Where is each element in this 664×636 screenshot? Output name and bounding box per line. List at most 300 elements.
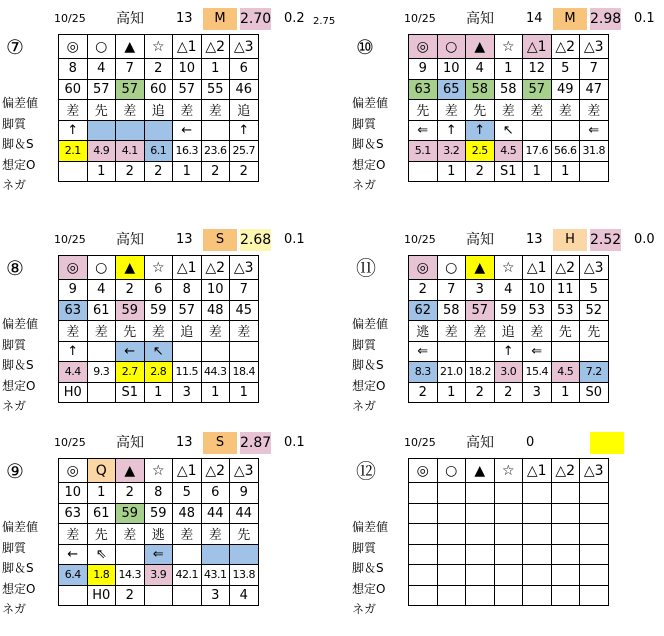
mark-cell: ○ [437,459,466,483]
leg-arrow-cell: ⇐ [409,341,438,362]
style-cell [466,524,495,545]
horse-number-cell: 8 [173,280,202,301]
deviation-cell [580,503,609,524]
odds-cell: 16.3 [173,141,202,162]
race-date: 10/25 [404,12,436,25]
style-cell: 差 [59,524,88,545]
style-cell: 先 [580,321,609,342]
mark-cell: △1 [173,459,202,483]
nega-cell [551,585,580,606]
row-label-leg: 脚＆S [352,137,384,151]
leg-arrow-cell [409,544,438,565]
odds-cell: 18.4 [230,362,259,383]
style-cell [494,524,523,545]
leg-arrow-cell: ↖ [494,120,523,141]
horse-number-cell [494,483,523,504]
mark-cell: ☆ [494,35,523,59]
nega-cell [580,585,609,606]
mark-cell: △3 [580,256,609,280]
nega-cell: 2 [201,161,230,182]
style-cell: 差 [551,100,580,121]
odds-cell: 14.3 [116,565,145,586]
race-sub-index: 0.1 [284,232,305,247]
horse-number-cell: 10 [201,280,230,301]
deviation-cell: 58 [466,79,495,100]
mark-cell: △2 [551,35,580,59]
leg-arrow-cell [580,544,609,565]
odds-cell: 11.5 [173,362,202,383]
nega-cell: 2 [116,585,145,606]
horse-number-cell: 2 [116,280,145,301]
horse-number-cell: 7 [580,59,609,80]
leg-arrow-cell: ← [116,341,145,362]
nega-cell [59,585,88,606]
leg-arrow-cell [230,341,259,362]
deviation-cell: 49 [551,79,580,100]
nega-cell: 1 [523,161,552,182]
odds-cell: 25.7 [230,141,259,162]
horse-number-cell: 9 [230,483,259,504]
mark-cell: ☆ [494,459,523,483]
leg-arrow-cell [551,544,580,565]
race-extra-index: 2.75 [313,16,336,27]
race-place: 高知 [466,11,494,27]
leg-arrow-cell: ⇐ [580,120,609,141]
prediction-grid [408,34,609,182]
odds-cell: 8.3 [409,362,438,383]
horse-number-cell [409,483,438,504]
horse-number-cell: 8 [59,59,88,80]
nega-cell: S1 [494,161,523,182]
horse-number-cell [551,483,580,504]
mark-cell: ▲ [466,459,495,483]
nega-cell: 2 [116,161,145,182]
horse-number-cell: 6 [230,59,259,80]
deviation-cell: 59 [144,503,173,524]
style-cell [523,524,552,545]
mark-cell: ▲ [466,35,495,59]
race-index: 2.52 [590,229,621,251]
mark-cell: ▲ [116,256,145,280]
horse-number-cell: 4 [87,280,116,301]
deviation-cell: 63 [59,503,88,524]
deviation-cell: 52 [580,300,609,321]
nega-cell [59,161,88,182]
odds-cell: 9.3 [87,362,116,383]
deviation-cell: 59 [116,300,145,321]
leg-arrow-cell [437,341,466,362]
deviation-cell [523,503,552,524]
runner-count: 13 [526,232,543,247]
runner-count: 13 [176,11,193,26]
deviation-cell: 48 [173,503,202,524]
odds-cell: 44.3 [201,362,230,383]
deviation-cell: 46 [230,79,259,100]
race-place: 高知 [116,435,144,451]
race-sub-index: 0.0 [634,232,655,247]
nega-cell: 2 [144,161,173,182]
horse-number-cell [437,483,466,504]
leg-arrow-cell [580,341,609,362]
deviation-cell: 63 [59,300,88,321]
style-cell: 差 [59,321,88,342]
mark-cell: △1 [173,35,202,59]
horse-number-cell: 3 [466,280,495,301]
race-index: 2.68 [240,229,271,251]
leg-arrow-cell [116,120,145,141]
race-index: 2.87 [240,432,271,454]
nega-cell: 1 [551,382,580,403]
race-place: 高知 [466,232,494,248]
prediction-grid [408,458,609,606]
nega-cell: 1 [201,382,230,403]
odds-cell [494,565,523,586]
style-cell: 先 [116,321,145,342]
nega-cell [409,161,438,182]
deviation-cell: 65 [437,79,466,100]
prediction-grid [58,458,259,606]
leg-arrow-cell [144,120,173,141]
deviation-cell: 60 [59,79,88,100]
row-label-odds: 想定O [2,582,36,596]
style-cell: 差 [87,321,116,342]
row-label-dev: 偏差値 [352,96,389,110]
mark-cell: △2 [551,459,580,483]
row-label-leg: 脚＆S [352,561,384,575]
odds-cell [580,565,609,586]
row-label-nega: ネガ [352,399,377,413]
style-cell: 差 [144,321,173,342]
nega-cell: 2 [230,161,259,182]
odds-cell: 4.5 [551,362,580,383]
mark-cell: ◎ [409,256,438,280]
leg-arrow-cell [230,544,259,565]
odds-cell: 13.8 [230,565,259,586]
odds-cell: 6.4 [59,565,88,586]
horse-number-cell: 9 [59,280,88,301]
odds-cell: 56.6 [551,141,580,162]
style-cell [551,524,580,545]
row-label-odds: 想定O [352,158,386,172]
horse-number-cell: 1 [201,59,230,80]
style-cell: 追 [144,100,173,121]
nega-cell: 1 [87,161,116,182]
race-number: ⑧ [6,256,24,280]
mark-cell: ▲ [116,459,145,483]
style-cell: 差 [201,321,230,342]
horse-number-cell: 7 [116,59,145,80]
deviation-cell: 57 [173,79,202,100]
race-date: 10/25 [54,12,86,25]
odds-cell [466,565,495,586]
mark-cell: ▲ [466,256,495,280]
mark-cell: △1 [523,459,552,483]
deviation-cell: 61 [87,300,116,321]
style-cell: 差 [466,321,495,342]
style-cell: 差 [580,100,609,121]
deviation-cell: 57 [466,300,495,321]
race-index: 2.70 [240,8,271,30]
leg-arrow-cell [201,120,230,141]
style-cell: 先 [87,524,116,545]
deviation-cell: 47 [580,79,609,100]
style-cell: 逃 [409,321,438,342]
horse-number-cell: 10 [173,59,202,80]
odds-cell: 2.5 [466,141,495,162]
nega-cell [466,585,495,606]
race-header [54,8,358,30]
deviation-cell: 59 [494,300,523,321]
deviation-cell: 58 [437,300,466,321]
mark-cell: ☆ [494,256,523,280]
leg-arrow-cell [551,120,580,141]
deviation-cell: 53 [551,300,580,321]
nega-cell [409,585,438,606]
style-cell [580,524,609,545]
odds-cell [437,565,466,586]
race-index [590,432,624,454]
odds-cell: 4.9 [87,141,116,162]
row-label-style: 脚質 [352,541,377,555]
horse-number-cell: 1 [87,483,116,504]
odds-cell: 6.1 [144,141,173,162]
row-label-leg: 脚＆S [2,561,34,575]
mark-cell: △3 [230,35,259,59]
odds-cell: 4.1 [116,141,145,162]
style-cell: 先 [466,100,495,121]
style-cell: 差 [116,524,145,545]
row-label-dev: 偏差値 [352,317,389,331]
nega-cell [437,585,466,606]
deviation-cell: 53 [523,300,552,321]
style-cell [409,524,438,545]
nega-cell: 3 [201,585,230,606]
odds-cell: 4.4 [59,362,88,383]
deviation-cell: 44 [201,503,230,524]
odds-cell: 7.2 [580,362,609,383]
mark-cell: ☆ [144,459,173,483]
runner-count: 14 [526,11,543,26]
row-label-dev: 偏差値 [2,96,39,110]
nega-cell: 1 [437,161,466,182]
mark-cell: △1 [523,35,552,59]
deviation-cell [437,503,466,524]
race-date: 10/25 [404,233,436,246]
leg-arrow-cell [523,120,552,141]
odds-cell: 4.5 [494,141,523,162]
horse-number-cell: 5 [551,59,580,80]
race-class: M [203,8,237,30]
race-class: S [203,229,237,251]
leg-arrow-cell: ↑ [466,120,495,141]
style-cell: 差 [437,100,466,121]
style-cell: 差 [523,321,552,342]
horse-number-cell [466,483,495,504]
race-date: 10/25 [54,233,86,246]
race-sub-index: 0.1 [634,11,655,26]
deviation-cell: 48 [201,300,230,321]
leg-arrow-cell: ↑ [437,120,466,141]
row-label-dev: 偏差値 [2,520,39,534]
odds-cell [409,565,438,586]
nega-cell [494,585,523,606]
horse-number-cell: 2 [116,483,145,504]
race-number: ⑩ [356,35,374,59]
row-label-odds: 想定O [352,582,386,596]
nega-cell: 4 [230,585,259,606]
mark-cell: ◎ [59,35,88,59]
horse-number-cell: 4 [466,59,495,80]
leg-arrow-cell [494,544,523,565]
race-number: ⑦ [6,35,24,59]
mark-cell: ○ [437,256,466,280]
horse-number-cell: 2 [409,280,438,301]
deviation-cell: 58 [494,79,523,100]
horse-number-cell: 1 [494,59,523,80]
style-cell: 差 [494,100,523,121]
row-label-style: 脚質 [352,117,377,131]
odds-cell [551,565,580,586]
nega-cell: 2 [409,382,438,403]
nega-cell [144,585,173,606]
odds-cell [523,565,552,586]
leg-arrow-cell: ⇖ [87,544,116,565]
leg-arrow-cell: ↑ [59,341,88,362]
horse-number-cell: 9 [409,59,438,80]
horse-number-cell: 12 [523,59,552,80]
nega-cell: 2 [466,382,495,403]
race-header [54,432,358,454]
row-label-leg: 脚＆S [2,137,34,151]
style-cell: 追 [173,321,202,342]
leg-arrow-cell [87,120,116,141]
nega-cell: 1 [230,382,259,403]
race-index: 2.98 [590,8,621,30]
leg-arrow-cell: ⇐ [144,544,173,565]
mark-cell: △3 [230,256,259,280]
style-cell: 先 [87,100,116,121]
nega-cell: 2 [494,382,523,403]
style-cell: 差 [437,321,466,342]
leg-arrow-cell [201,544,230,565]
runner-count: 13 [176,232,193,247]
horse-number-cell [523,483,552,504]
prediction-grid [408,255,609,403]
race-class: S [203,432,237,454]
deviation-cell: 62 [409,300,438,321]
odds-cell: 43.1 [201,565,230,586]
horse-number-cell: 10 [437,59,466,80]
deviation-cell: 57 [523,79,552,100]
mark-cell: ◎ [409,459,438,483]
horse-number-cell: 5 [580,280,609,301]
nega-cell: 1 [173,161,202,182]
nega-cell: 3 [523,382,552,403]
style-cell: 先 [409,100,438,121]
leg-arrow-cell: ← [59,544,88,565]
odds-cell: 42.1 [173,565,202,586]
leg-arrow-cell: ↑ [59,120,88,141]
race-place: 高知 [466,435,494,451]
odds-cell: 3.9 [144,565,173,586]
leg-arrow-cell: ↑ [494,341,523,362]
horse-number-cell: 6 [144,280,173,301]
style-cell: 追 [230,100,259,121]
odds-cell: 1.8 [87,565,116,586]
deviation-cell: 60 [144,79,173,100]
mark-cell: ◎ [59,459,88,483]
leg-arrow-cell [173,341,202,362]
row-label-odds: 想定O [352,379,386,393]
race-header [404,8,664,30]
mark-cell: △2 [201,459,230,483]
deviation-cell: 57 [87,79,116,100]
deviation-cell: 45 [230,300,259,321]
deviation-cell: 55 [201,79,230,100]
mark-cell: ◎ [59,256,88,280]
mark-cell: ☆ [144,35,173,59]
row-label-leg: 脚＆S [352,358,384,372]
nega-cell: 1 [437,382,466,403]
leg-arrow-cell: ⇐ [523,341,552,362]
leg-arrow-cell [87,341,116,362]
nega-cell: H0 [59,382,88,403]
style-cell: 差 [116,100,145,121]
deviation-cell: 59 [116,503,145,524]
race-date: 10/25 [404,436,436,449]
deviation-cell: 57 [173,300,202,321]
race-sub-index: 0.1 [284,435,305,450]
mark-cell: △2 [551,256,580,280]
odds-cell: 2.7 [116,362,145,383]
leg-arrow-cell [437,544,466,565]
race-place: 高知 [116,11,144,27]
nega-cell [580,161,609,182]
mark-cell: △2 [201,35,230,59]
row-label-nega: ネガ [2,602,27,616]
horse-number-cell: 10 [523,280,552,301]
deviation-cell [551,503,580,524]
row-label-leg: 脚＆S [2,358,34,372]
race-header [54,229,358,251]
row-label-style: 脚質 [352,338,377,352]
prediction-grid [58,255,259,403]
mark-cell: △1 [523,256,552,280]
odds-cell: 2.8 [144,362,173,383]
race-header [404,229,664,251]
runner-count: 13 [176,435,193,450]
style-cell: 差 [201,524,230,545]
style-cell: 差 [523,100,552,121]
horse-number-cell: 8 [144,483,173,504]
mark-cell: ◎ [409,35,438,59]
nega-cell: S1 [116,382,145,403]
odds-cell: 2.1 [59,141,88,162]
race-number: ⑫ [356,459,376,483]
odds-cell: 17.6 [523,141,552,162]
mark-cell: △2 [201,256,230,280]
leg-arrow-cell [201,341,230,362]
mark-cell: ○ [87,35,116,59]
horse-number-cell [580,483,609,504]
odds-cell: 3.0 [494,362,523,383]
race-place: 高知 [116,232,144,248]
leg-arrow-cell: ↖ [144,341,173,362]
mark-cell: ▲ [116,35,145,59]
row-label-dev: 偏差値 [352,520,389,534]
leg-arrow-cell [551,341,580,362]
deviation-cell: 61 [87,503,116,524]
